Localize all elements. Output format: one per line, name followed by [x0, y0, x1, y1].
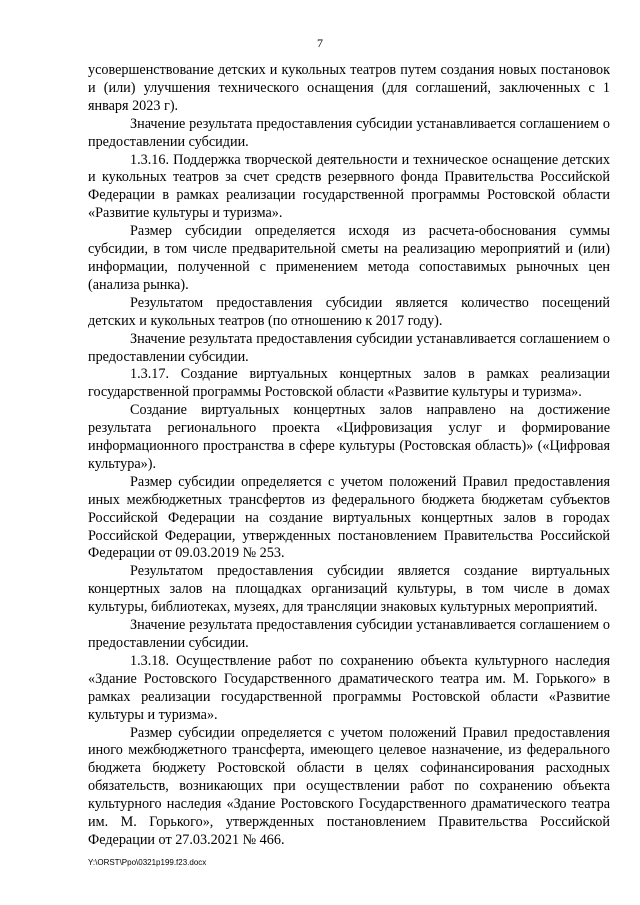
- section-heading-1-3-18: 1.3.18. Осуществление работ по сохранению объекта культурного наследия «Здание Ростовского Государственного драматического театра им. М. Горького» в рамках реализации государственной программы Ростовской области «Развитие культуры и туризма».: [88, 652, 610, 723]
- paragraph: Создание виртуальных концертных залов направлено на достижение результата регионального проекта «Цифровизация услуг и формирование информационного пространства в сфере культуры (Ростовская область)» («Цифровая культура»).: [88, 402, 610, 472]
- paragraph: Размер субсидии определяется с учетом положений Правил предоставления иного межбюджетного трансферта, имеющего целевое назначение, из федерального бюджета бюджету Ростовской области в целях софинансирования расходных обязательств, возникающих при осуществлении работ по сохранению объекта культурного наследия «Здание Ростовского Государственного драматического театра им. М. Горького», утвержденных постановлением Правительства Российской Федерации от 27.03.2021 № 466.: [88, 724, 610, 848]
- paragraph: Значение результата предоставления субсидии устанавливается соглашением о предоставлении субсидии.: [88, 330, 610, 365]
- paragraph-continuation: усовершенствование детских и кукольных театров путем создания новых постановок и (или) улучшения технического оснащения (для соглашений, заключенных с 1 января 2023 г).: [88, 62, 610, 114]
- paragraph: Значение результата предоставления субсидии устанавливается соглашением о предоставлении субсидии.: [88, 617, 610, 651]
- paragraph: Размер субсидии определяется исходя из расчета-обоснования суммы субсидии, в том числе предварительной сметы на реализацию мероприятий и (или) информации, полученной с применением метода сопоставимых рыночных цен (анализа рынка).: [88, 223, 610, 293]
- section-heading-1-3-16: 1.3.16. Поддержка творческой деятельности и техническое оснащение детских и кукольных театров за счет средств резервного фонда Правительства Российской Федерации в рамках реализации государственной программы Ростовской области «Развитие культуры и туризма».: [88, 151, 610, 222]
- paragraph: Размер субсидии определяется с учетом положений Правил предоставления иных межбюджетных трансфертов из федерального бюджета бюджетам субъектов Российской Федерации на создание виртуальных концертных залов в городах Российской Федерации, утвержденных постановлением Правительства Российской Федерации от 09.03.2019 № 253.: [88, 473, 610, 562]
- section-heading-1-3-17: 1.3.17. Создание виртуальных концертных залов в рамках реализации государственной программы Ростовской области «Развитие культуры и туризма».: [88, 366, 610, 401]
- paragraph: Значение результата предоставления субсидии устанавливается соглашением о предоставлении субсидии.: [88, 115, 610, 150]
- page-number: 7: [317, 36, 323, 50]
- paragraph: Результатом предоставления субсидии является количество посещений детских и кукольных театров (по отношению к 2017 году).: [88, 294, 610, 329]
- paragraph: Результатом предоставления субсидии является создание виртуальных концертных залов на площадках организаций культуры, в том числе в домах культуры, библиотеках, музеях, для трансляции знаковых культурных мероприятий.: [88, 563, 610, 616]
- document-body: [88, 62, 610, 850]
- footer-file-path: Y:\ORST\Ppo\0321p199.f23.docx: [88, 858, 207, 867]
